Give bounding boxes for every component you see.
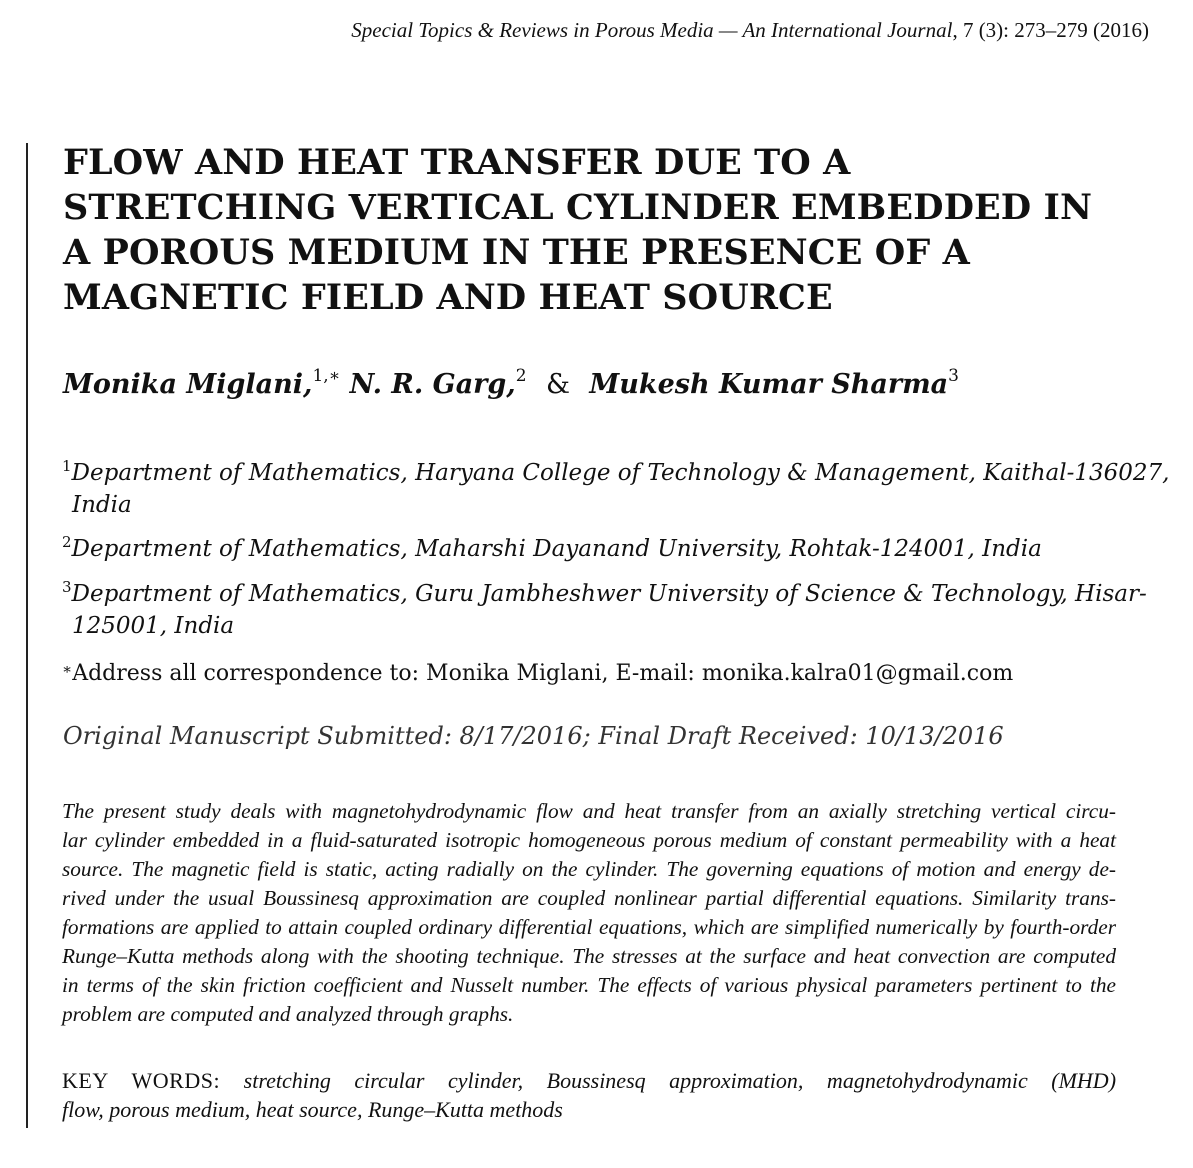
author-name: Monika Miglani, [63, 369, 313, 400]
affiliation-2 [62, 526, 1142, 565]
journal-name: Special Topics & Reviews in Porous Media — An International Journal [351, 18, 953, 42]
author-name: Mukesh Kumar Sharma [589, 369, 949, 400]
abstract-line: in terms of the skin friction coefficient and Nusselt number. The effects of various physical parameters pertinent to the [62, 973, 1116, 997]
correspondence-text: Address all correspondence to: Monika Miglani, E-mail: monika.kalra01@gmail.com [72, 661, 1014, 686]
abstract-line: Runge–Kutta methods along with the shooting technique. The stresses at the surface and heat convection are computed [62, 944, 1116, 968]
affiliation-text: 125001, India [72, 613, 235, 639]
abstract-line: lar cylinder embedded in a fluid-saturated isotropic homogeneous porous medium of constant permeability with a heat [62, 828, 1116, 852]
author-name: N. R. Garg, [349, 369, 516, 400]
paper-title [63, 140, 1143, 320]
journal-citation: , 7 (3): 273–279 (2016) [952, 18, 1149, 42]
correspondence-note [62, 660, 1013, 686]
keywords [62, 1066, 1116, 1124]
manuscript-dates: Original Manuscript Submitted: 8/17/2016; Final Draft Received: 10/13/2016 [63, 722, 1004, 750]
title-line: MAGNETIC FIELD AND HEAT SOURCE [63, 277, 833, 318]
journal-header [351, 18, 1149, 43]
affiliation-text: India [72, 492, 132, 518]
affiliation-text: Department of Mathematics, Guru Jambheshwer University of Science & Technology, Hisar- [71, 581, 1147, 607]
affiliation-mark: 2 [62, 533, 72, 551]
title-line: STRETCHING VERTICAL CYLINDER EMBEDDED IN [63, 187, 1093, 228]
author-ampersand: & [545, 369, 570, 400]
keywords-text: stretching circular cylinder, Boussinesq approximation, magnetohydrodynamic (MHD) [243, 1068, 1117, 1093]
author-affiliation-mark: 1,∗ [312, 366, 341, 386]
author-affiliation-mark: 2 [515, 366, 527, 386]
abstract-line: formations are applied to attain coupled ordinary differential equations, which are simplified numerically by fourth-order [62, 915, 1116, 939]
abstract-line: rived under the usual Boussinesq approximation are coupled nonlinear partial differential equations. Similarity trans- [62, 886, 1116, 910]
abstract-line: source. The magnetic field is static, acting radially on the cylinder. The governing equations of motion and energy de- [62, 857, 1116, 881]
keywords-text: flow, porous medium, heat source, Runge–Kutta methods [62, 1097, 563, 1122]
affiliation-mark: 3 [62, 578, 72, 596]
left-margin-rule [26, 143, 28, 1128]
affiliation-text: Department of Mathematics, Maharshi Dayanand University, Rohtak-124001, India [71, 536, 1042, 562]
affiliation-3 [62, 571, 1147, 642]
correspondence-mark: ∗ [62, 660, 73, 678]
abstract-line: The present study deals with magnetohydrodynamic flow and heat transfer from an axially stretching vertical circu- [62, 799, 1116, 823]
affiliation-1 [62, 450, 1170, 521]
title-line: A POROUS MEDIUM IN THE PRESENCE OF A [63, 232, 970, 273]
author-affiliation-mark: 3 [948, 366, 959, 386]
affiliation-mark: 1 [62, 457, 72, 475]
title-line: FLOW AND HEAT TRANSFER DUE TO A [63, 142, 851, 183]
affiliation-text: Department of Mathematics, Haryana College of Technology & Management, Kaithal-136027, [71, 460, 1170, 486]
author-list [63, 366, 959, 400]
abstract-line: problem are computed and analyzed through graphs. [62, 1002, 514, 1026]
keywords-label: KEY WORDS: [62, 1068, 221, 1093]
abstract [62, 797, 1116, 1029]
